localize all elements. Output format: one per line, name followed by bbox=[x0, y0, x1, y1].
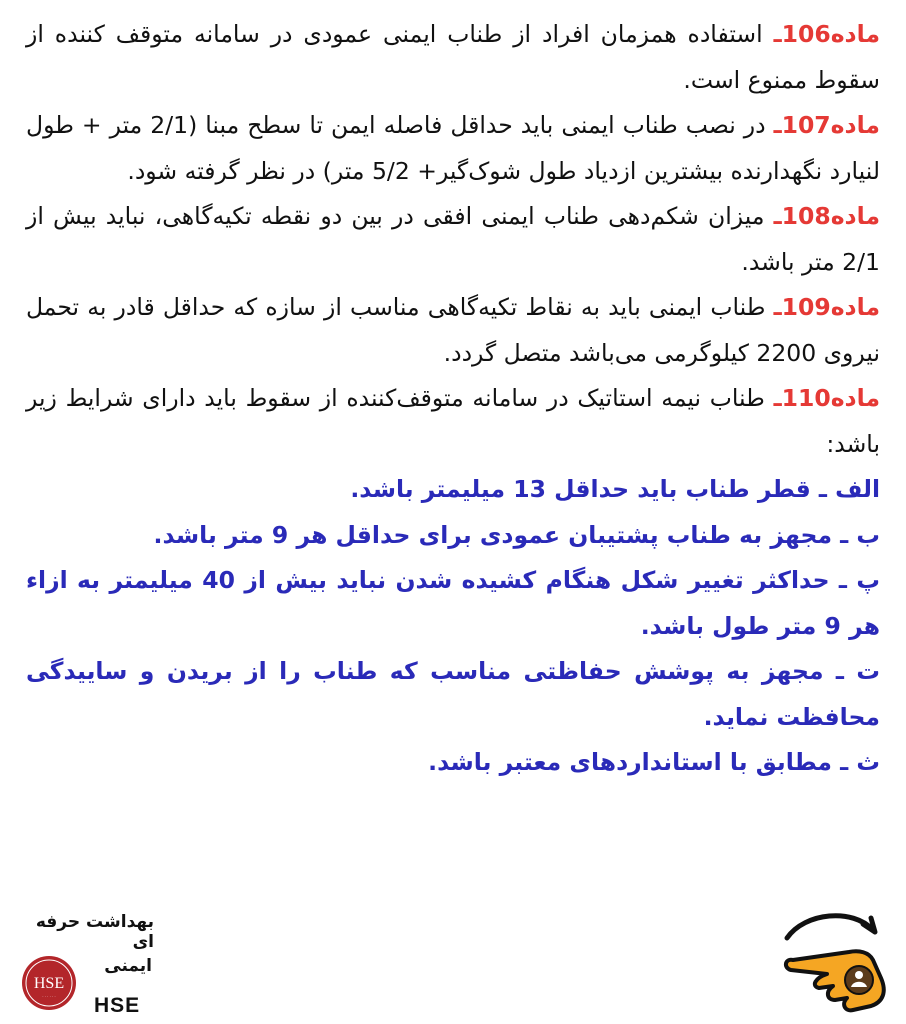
list-item: ب ـ مجهز به طناب پشتیبان عمودی برای حداقل هر 9 متر باشد. bbox=[153, 520, 880, 549]
brand-subtitle: ایمنی bbox=[104, 956, 152, 976]
article-text: طناب نیمه استاتیک در سامانه متوقف‌کننده از سقوط باید دارای شرایط زیر باشد: bbox=[26, 384, 880, 458]
swipe-hand-icon[interactable] bbox=[775, 908, 890, 1018]
article-label: ماده109ـ bbox=[773, 293, 880, 321]
brand-title: بهداشت حرفه ای bbox=[35, 912, 154, 952]
logo-text: HSE bbox=[33, 975, 65, 992]
article-106 bbox=[26, 12, 880, 103]
article-label: ماده107ـ bbox=[773, 111, 880, 139]
svg-text:· · · · · ·: · · · · · · bbox=[42, 994, 56, 999]
brand-footer bbox=[14, 912, 154, 1022]
article-109 bbox=[26, 285, 880, 376]
brand-hse: HSE bbox=[94, 994, 141, 1017]
article-text: طناب ایمنی باید به نقاط تکیه‌گاهی مناسب از سازه که حداقل قادر به تحمل نیروی 2200 کیلوگرمی می‌باشد متصل گردد. bbox=[26, 293, 880, 367]
list-item: ث ـ مطابق با استانداردهای معتبر باشد. bbox=[428, 748, 880, 776]
article-text: در نصب طناب ایمنی باید حداقل فاصله ایمن تا سطح مبنا (2/1 متر + طول لنیارد نگهدارنده بیشترین ازدیاد طول شوک‌گیر+ 5/2 متر) در نظر گرفته شود. bbox=[26, 111, 880, 185]
article-text: میزان شکم‌دهی طناب ایمنی افقی در بین دو نقطه تکیه‌گاهی، نباید بیش از 2/1 متر باشد. bbox=[26, 202, 880, 276]
article-label: ماده106ـ bbox=[773, 20, 880, 48]
document-body bbox=[26, 12, 880, 786]
list-item: الف ـ قطر طناب باید حداقل 13 میلیمتر باشد. bbox=[350, 475, 880, 503]
article-110 bbox=[26, 376, 880, 467]
list-item: ت ـ مجهز به پوشش حفاظتی مناسب که طناب را از بریدن و ساییدگی محافظت نماید. bbox=[26, 657, 880, 731]
article-108 bbox=[26, 194, 880, 285]
article-label: ماده110ـ bbox=[773, 384, 880, 412]
article-label: ماده108ـ bbox=[773, 202, 880, 230]
article-text: استفاده همزمان افراد از طناب ایمنی عمودی در سامانه متوقف کننده از سقوط ممنوع است. bbox=[26, 20, 880, 94]
list-item: پ ـ حداکثر تغییر شکل هنگام کشیده شدن نباید بیش از 40 میلیمتر به ازاء هر 9 متر طول باشد. bbox=[26, 566, 880, 640]
hse-logo-icon bbox=[20, 954, 78, 1012]
article-107 bbox=[26, 103, 880, 194]
